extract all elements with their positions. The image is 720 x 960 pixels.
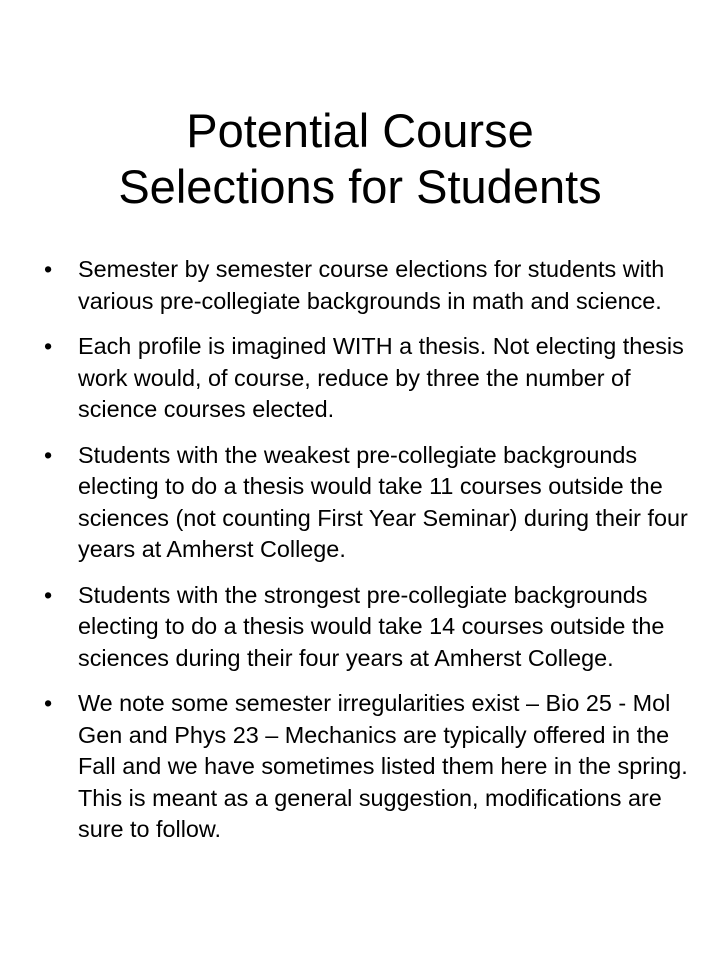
slide-title-line-1: Potential Course: [186, 104, 534, 157]
bullet-item: [44, 254, 700, 317]
bullet-marker: •: [44, 690, 53, 716]
bullet-text: We note some semester irregularities exist – Bio 25 - Mol Gen and Phys 23 – Mechanics are typically offered in the Fall and we have sometimes listed them here in the spring. This is meant as a general suggestion, modifications are sure to follow.: [78, 690, 688, 842]
bullet-text: Students with the strongest pre-collegiate backgrounds electing to do a thesis would take 14 courses outside the sciences during their four years at Amherst College.: [78, 581, 665, 671]
bullet-item: [44, 688, 700, 846]
bullet-marker: •: [44, 256, 53, 282]
bullet-text: Semester by semester course elections for students with various pre-collegiate backgrounds in math and science.: [78, 256, 665, 314]
slide-title: [0, 103, 720, 215]
bullet-item: [44, 580, 700, 675]
bullet-item: [44, 440, 700, 566]
bullet-text: Each profile is imagined WITH a thesis. Not electing thesis work would, of course, reduce by three the number of science courses elected.: [78, 333, 684, 422]
slide-title-line-2: Selections for Students: [118, 160, 602, 213]
bullet-text: Students with the weakest pre-collegiate backgrounds electing to do a thesis would take 11 courses outside the sciences (not counting First Year Seminar) during their four years at Amherst College.: [78, 441, 688, 562]
bullet-marker: •: [44, 581, 53, 608]
bullet-marker: •: [44, 441, 53, 468]
bullet-marker: •: [44, 333, 53, 359]
bullet-item: [44, 331, 700, 426]
bullet-list: [44, 254, 700, 860]
